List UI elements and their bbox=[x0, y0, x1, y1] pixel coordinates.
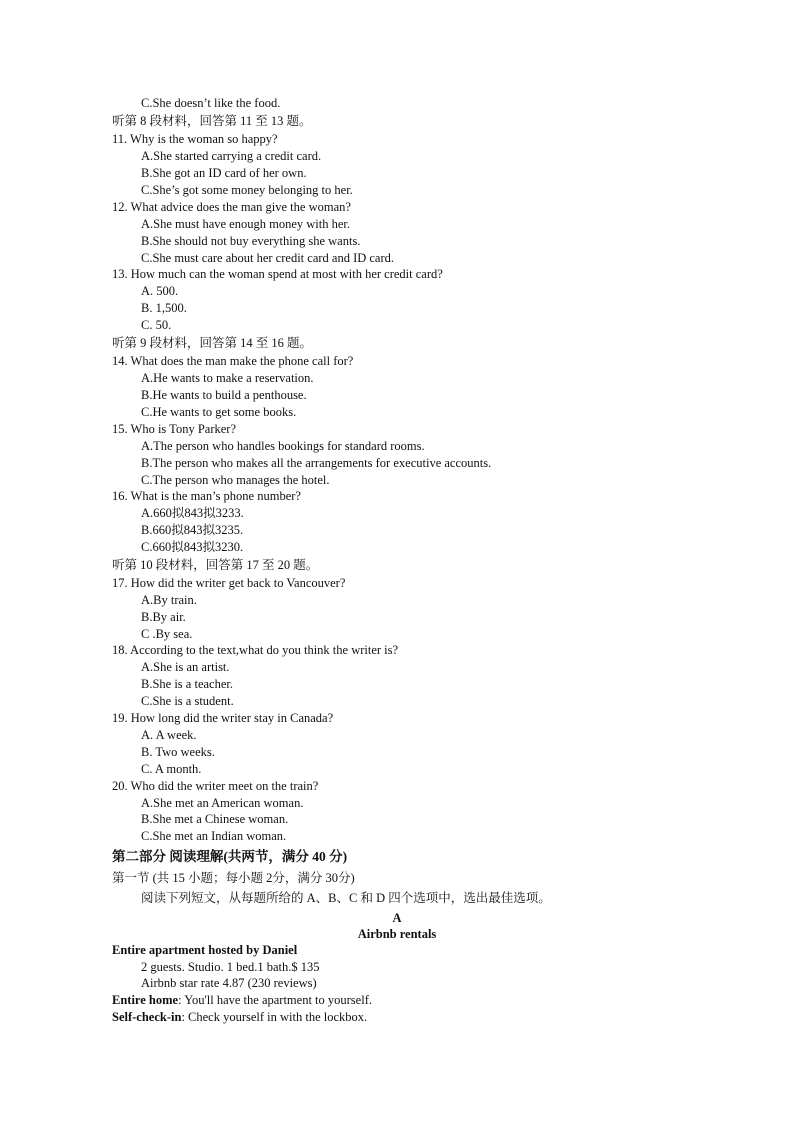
question-13: 13. How much can the woman spend at most with her credit card? bbox=[112, 267, 443, 281]
question-14-option-c: C.He wants to get some books. bbox=[141, 405, 297, 419]
reading-instruction: 阅读下列短文，从每题所给的 A、B、C 和 D 四个选项中，选出最佳选项。 bbox=[141, 891, 551, 905]
question-12-option-a: A.She must have enough money with her. bbox=[141, 217, 350, 231]
question-16-option-b: B.660拟843拟3235. bbox=[141, 523, 244, 537]
question-15-option-c: C.The person who manages the hotel. bbox=[141, 473, 330, 487]
entire-home-label: Entire home bbox=[112, 993, 179, 1007]
question-19-option-c: C. A month. bbox=[141, 762, 202, 776]
question-20-option-a: A.She met an American woman. bbox=[141, 796, 304, 810]
question-20-option-c: C.She met an Indian woman. bbox=[141, 829, 287, 843]
question-16: 16. What is the man’s phone number? bbox=[112, 489, 301, 503]
question-13-option-b: B. 1,500. bbox=[141, 301, 187, 315]
question-14-option-a: A.He wants to make a reservation. bbox=[141, 371, 314, 385]
self-check-in-line bbox=[112, 1009, 367, 1026]
question-18-option-b: B.She is a teacher. bbox=[141, 677, 233, 691]
question-19-option-b: B. Two weeks. bbox=[141, 745, 215, 759]
question-17-option-a: A.By train. bbox=[141, 593, 197, 607]
question-11-option-c: C.She’s got some money belonging to her. bbox=[141, 183, 353, 197]
self-check-in-label: Self-check-in bbox=[112, 1010, 182, 1024]
question-20-option-b: B.She met a Chinese woman. bbox=[141, 812, 289, 826]
question-15-option-a: A.The person who handles bookings for standard rooms. bbox=[141, 439, 425, 453]
question-12-option-b: B.She should not buy everything she wants. bbox=[141, 234, 361, 248]
passage-title: Airbnb rentals bbox=[357, 927, 437, 941]
entire-home-line bbox=[112, 992, 372, 1009]
question-17-option-b: B.By air. bbox=[141, 610, 186, 624]
listing-details: 2 guests. Studio. 1 bed.1 bath.$ 135 bbox=[141, 960, 320, 974]
self-check-in-text: : Check yourself in with the lockbox. bbox=[181, 1010, 368, 1024]
section-10-header: 听第 10 段材料，回答第 17 至 20 题。 bbox=[112, 558, 319, 572]
question-11: 11. Why is the woman so happy? bbox=[112, 132, 278, 146]
question-11-option-b: B.She got an ID card of her own. bbox=[141, 166, 307, 180]
question-14-option-b: B.He wants to build a penthouse. bbox=[141, 388, 307, 402]
question-11-option-a: A.She started carrying a credit card. bbox=[141, 149, 322, 163]
question-19-option-a: A. A week. bbox=[141, 728, 197, 742]
question-18: 18. According to the text,what do you think the writer is? bbox=[112, 643, 399, 657]
question-13-option-a: A. 500. bbox=[141, 284, 179, 298]
passage-letter: A bbox=[392, 911, 402, 925]
question-16-option-a: A.660拟843拟3233. bbox=[141, 506, 244, 520]
question-15-option-b: B.The person who makes all the arrangements for executive accounts. bbox=[141, 456, 492, 470]
question-17: 17. How did the writer get back to Vancouver? bbox=[112, 576, 346, 590]
question-15: 15. Who is Tony Parker? bbox=[112, 422, 236, 436]
question-14: 14. What does the man make the phone call for? bbox=[112, 354, 354, 368]
section-one-title: 第一节 (共 15 小题；每小题 2分，满分 30分) bbox=[112, 871, 355, 885]
section-9-header: 听第 9 段材料，回答第 14 至 16 题。 bbox=[112, 336, 313, 350]
part-two-title: 第二部分 阅读理解(共两节，满分 40 分) bbox=[112, 849, 348, 864]
listing-rating: Airbnb star rate 4.87 (230 reviews) bbox=[141, 976, 317, 990]
question-18-option-c: C.She is a student. bbox=[141, 694, 234, 708]
question-17-option-c: C .By sea. bbox=[141, 627, 193, 641]
question-16-option-c: C.660拟843拟3230. bbox=[141, 540, 244, 554]
option-c-prev: C.She doesn’t like the food. bbox=[141, 96, 281, 110]
question-13-option-c: C. 50. bbox=[141, 318, 172, 332]
question-20: 20. Who did the writer meet on the train? bbox=[112, 779, 319, 793]
section-8-header: 听第 8 段材料，回答第 11 至 13 题。 bbox=[112, 114, 312, 128]
entire-home-text: : You'll have the apartment to yourself. bbox=[178, 993, 372, 1007]
listing-title: Entire apartment hosted by Daniel bbox=[112, 943, 298, 957]
question-12-option-c: C.She must care about her credit card and ID card. bbox=[141, 251, 395, 265]
question-18-option-a: A.She is an artist. bbox=[141, 660, 230, 674]
question-12: 12. What advice does the man give the woman? bbox=[112, 200, 351, 214]
question-19: 19. How long did the writer stay in Canada? bbox=[112, 711, 334, 725]
